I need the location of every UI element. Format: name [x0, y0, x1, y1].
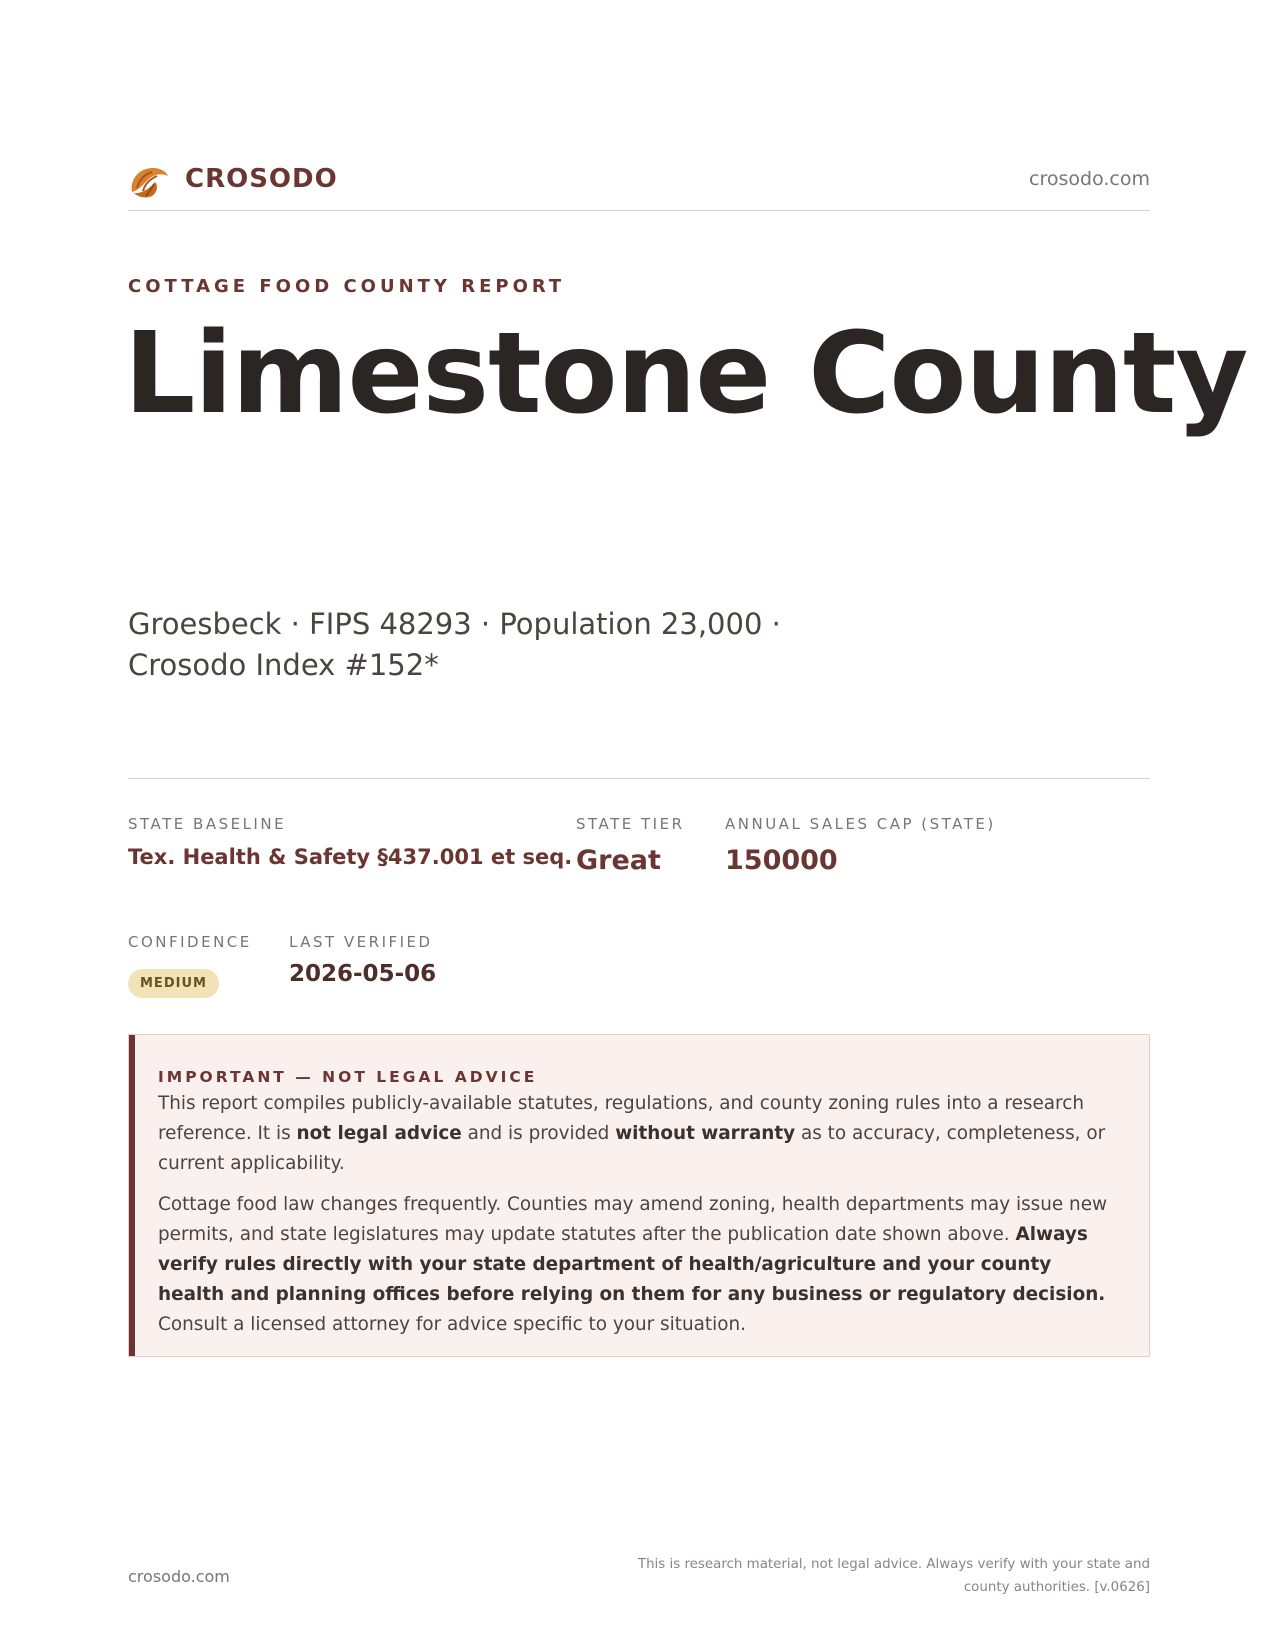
confidence-badge: MEDIUM: [128, 969, 219, 998]
footer-disclaimer: This is research material, not legal advice. Always verify with your state and county authorities. [v.0626]: [637, 1557, 1150, 1595]
confidence-label: CONFIDENCE: [128, 933, 252, 951]
disclaimer-text: Cottage food law changes frequently. Counties may amend zoning, health departments may issue new permits, and state legislatures may update statutes after the publication date shown above.: [158, 1194, 1108, 1245]
state-baseline-label: STATE BASELINE: [128, 815, 287, 833]
site-url[interactable]: crosodo.com: [1029, 168, 1150, 190]
brand-name: CROSODO: [185, 164, 338, 194]
disclaimer-text: This report compiles publicly-available statutes, regulations, and county zoning rules into a research reference. It is: [158, 1093, 1084, 1144]
section-divider: [128, 778, 1150, 779]
footer-site-url[interactable]: crosodo.com: [128, 1567, 230, 1586]
report-page: [124, 0, 1248, 1650]
annual-sales-cap-label: ANNUAL SALES CAP (STATE): [725, 815, 996, 833]
state-tier-value: Great: [576, 845, 661, 876]
annual-sales-cap-value: 150000: [725, 845, 838, 876]
page-header: [128, 158, 1150, 211]
page-title: Limestone County: [124, 309, 1248, 439]
last-verified-label: LAST VERIFIED: [289, 933, 433, 951]
disclaimer-paragraph-2: [158, 1190, 1123, 1340]
croissant-icon: [128, 162, 170, 200]
disclaimer-emphasis: Always verify rules directly with your state department of health/agriculture and your county health and planning offices before relying on them for any business or regulatory decision.: [158, 1224, 1106, 1305]
state-baseline-value: Tex. Health & Safety §437.001 et seq.: [128, 845, 573, 869]
last-verified-value: 2026-05-06: [289, 961, 437, 987]
disclaimer-text: Consult a licensed attorney for advice specific to your situation.: [158, 1314, 746, 1335]
callout-heading: IMPORTANT — NOT LEGAL ADVICE: [158, 1068, 538, 1086]
callout-accent-bar: [129, 1035, 135, 1356]
disclaimer-emphasis: not legal advice: [296, 1123, 462, 1144]
state-tier-label: STATE TIER: [576, 815, 685, 833]
disclaimer-paragraph-1: [158, 1089, 1123, 1179]
disclaimer-text: as to accuracy, completeness, or current applicability.: [158, 1123, 1106, 1174]
report-eyebrow: COTTAGE FOOD COUNTY REPORT: [128, 276, 566, 297]
disclaimer-emphasis: without warranty: [615, 1123, 796, 1144]
report-subtitle: Groesbeck · FIPS 48293 · Population 23,000 · Crosodo Index #152*: [128, 607, 781, 682]
legal-disclaimer-callout: [128, 1034, 1150, 1357]
disclaimer-text: and is provided: [461, 1123, 616, 1144]
